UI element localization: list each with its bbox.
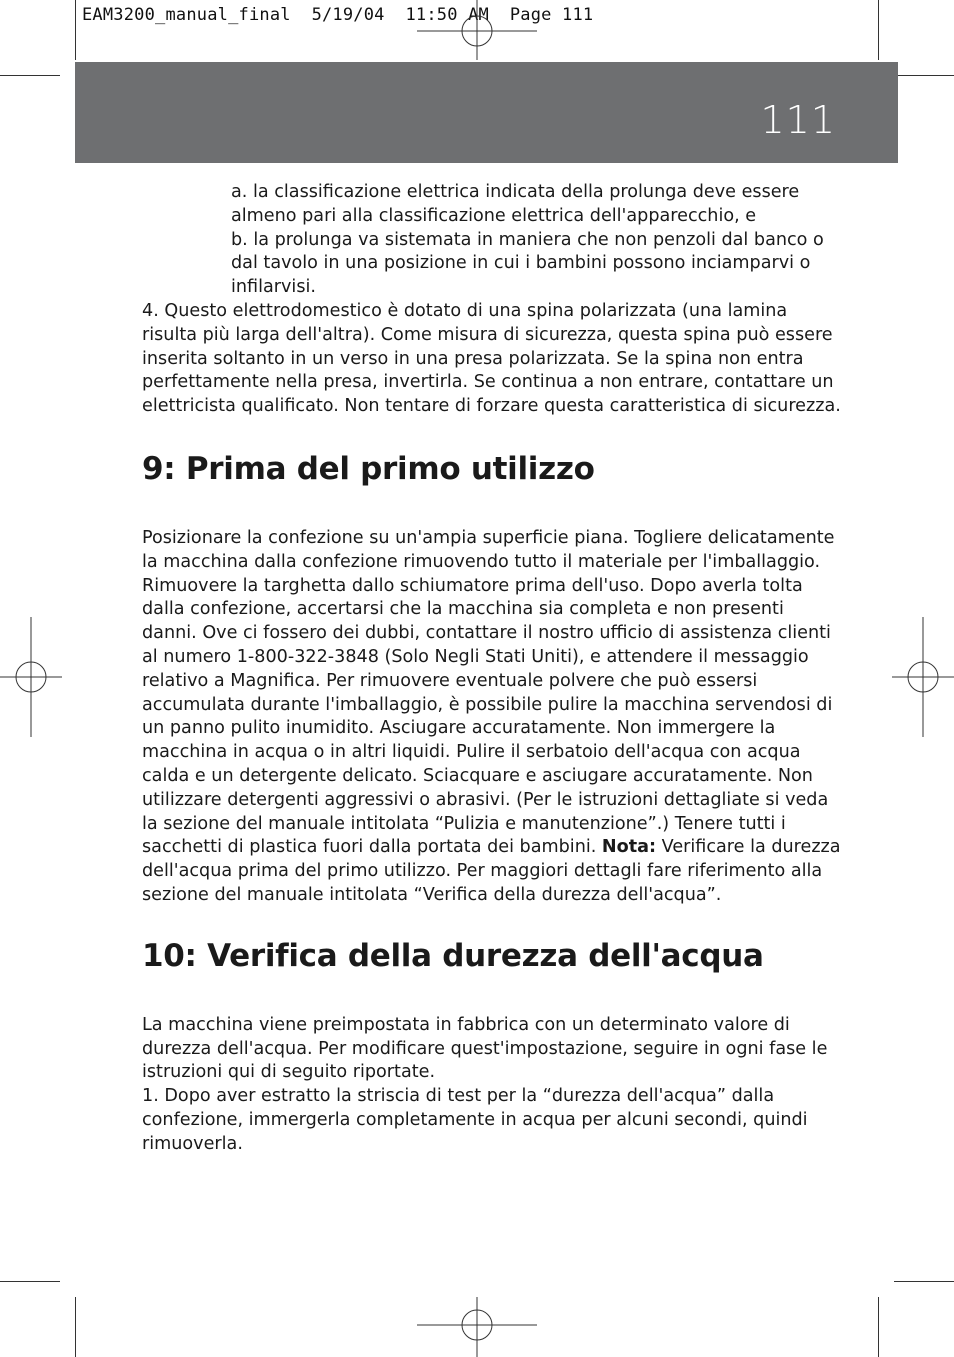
section-10-title: 10: Verifica della durezza dell'acqua bbox=[142, 937, 764, 974]
page-number: 111 bbox=[760, 98, 836, 142]
page-content bbox=[142, 181, 842, 1157]
list-item-4: 4. Questo elettrodomestico è dotato di una spina polarizzata (una lamina risulta più larga dell'altra). Come misura di sicurezza, questa spina può essere inserita soltanto in un verso in una presa polarizzata. Se la spina non entra perfettamente nella presa, invertirla. Se continua a non entrare, contattare un elettricista qualificato. Non tentare di forzare questa caratteristica di sicurezza. bbox=[142, 300, 841, 417]
list-item-a: a. la classificazione elettrica indicata della prolunga deve essere almeno pari alla classificazione elettrica dell'apparecchio, e bbox=[231, 182, 800, 226]
list-item-b: b. la prolunga va sistemata in maniera che non penzoli dal banco o dal tavolo in una posizione in cui i bambini possono inciamparvi o infilarvisi. bbox=[231, 229, 824, 298]
registration-mark-right-icon bbox=[892, 617, 954, 737]
print-slug-line: EAM3200_manual_final 5/19/04 11:50 AM Page 111 bbox=[82, 5, 594, 25]
section-10-step-1: 1. Dopo aver estratto la striscia di test per la “durezza dell'acqua” dalla confezione, immergerla completamente in acqua per alcuni secondi, quindi rimuoverla. bbox=[142, 1086, 808, 1154]
page-header-band bbox=[75, 62, 898, 163]
registration-mark-left-icon bbox=[0, 617, 62, 737]
registration-mark-bottom-icon bbox=[417, 1297, 537, 1357]
note-label: Nota: bbox=[601, 837, 657, 858]
section-9-title: 9: Prima del primo utilizzo bbox=[142, 450, 595, 487]
section-10-intro: La macchina viene preimpostata in fabbrica con un determinato valore di durezza dell'acqua. Per modificare quest'impostazione, seguire in ogni fase le istruzioni qui di seguito riportate. bbox=[142, 1014, 828, 1083]
registration-mark-top-icon bbox=[417, 0, 537, 62]
section-9-text: Posizionare la confezione su un'ampia superficie piana. Togliere delicatamente la macchina dalla confezione rimuovendo tutto il materiale per l'imballaggio. Rimuovere la targhetta dallo schiumatore prima dell'uso. Dopo averla tolta dalla confezione, accertarsi che la macchina sia completa e non presenti danni. Ove ci fossero dei dubbi, contattare il nostro ufficio di assistenza clienti al numero 1-800-322-3848 (Solo Negli Stati Uniti), e attendere il messaggio relativo a Magnifica. Per rimuovere eventuale polvere che può essersi accumulata durante l'imballaggio, è possibile pulire la macchina servendosi di un panno pulito inumidito. Asciugare accuratamente. Non immergere la macchina in acqua o in altri liquidi. Pulire il serbatoio dell'acqua con acqua calda e un detergente delicato. Sciacquare e asciugare accuratamente. Non utilizzare detergenti aggressivi o abrasivi. (Per le istruzioni dettagliate si veda la sezione del manuale intitolata “Pulizia e manutenzione”.) Tenere tutti i sacchetti di plastica fuori dalla portata dei bambini. bbox=[142, 527, 835, 858]
section-9-note-text: Verificare la durezza dell'acqua prima del primo utilizzo. Per maggiori dettagli fare riferimento alla sezione del manuale intitolata “Verifica della durezza dell'acqua”. bbox=[142, 837, 841, 905]
section-9-body bbox=[142, 527, 842, 908]
